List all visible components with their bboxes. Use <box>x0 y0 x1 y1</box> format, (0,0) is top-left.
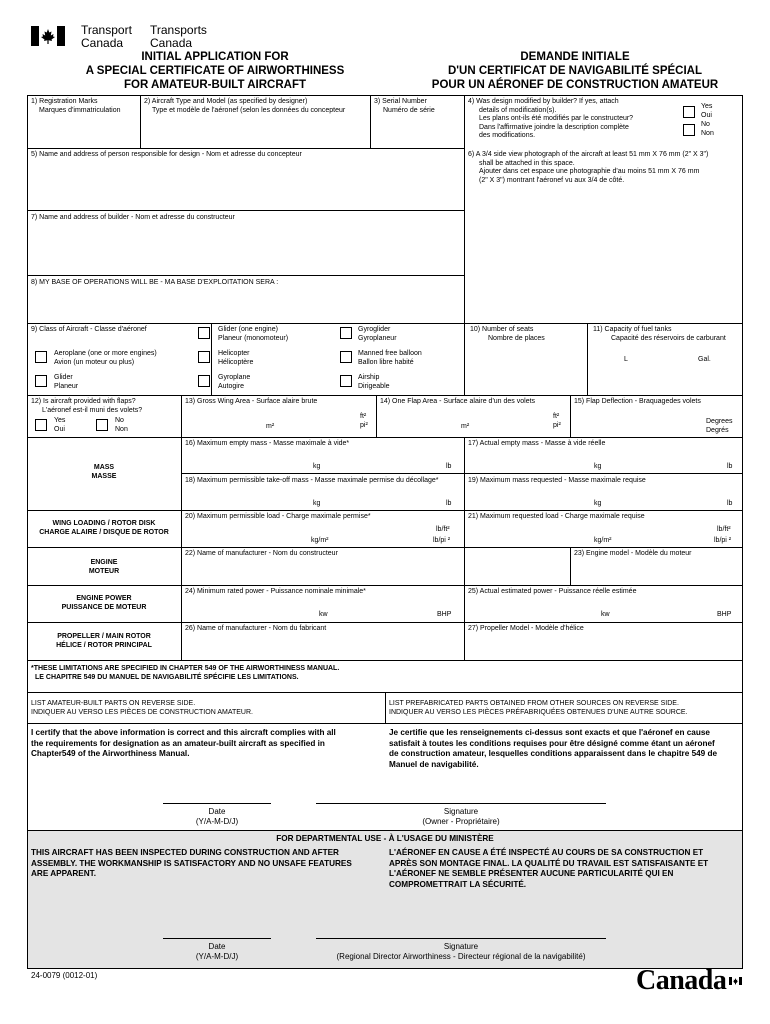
min-power-unit-bhp: BHP <box>437 611 452 618</box>
max-load-unit-lbft2: lb/ft² <box>436 526 450 533</box>
gyroglider-checkbox[interactable] <box>340 327 352 339</box>
dept-en-line2: Canada <box>81 36 124 50</box>
airship-checkbox[interactable] <box>340 375 352 387</box>
flaps-no-checkbox[interactable] <box>96 419 108 431</box>
glider-one-engine-checkbox[interactable] <box>198 327 210 339</box>
min-power-unit-kw: kw <box>319 611 328 618</box>
owner-date-label: Date (Y/A-M-D/J) <box>195 807 239 826</box>
req-load-unit-lbft2: lb/ft² <box>717 526 731 533</box>
dept-fr-line2: Canada <box>150 36 193 50</box>
inspection-statement-english: THIS AIRCRAFT HAS BEEN INSPECTED DURING CONSTRUCTION AND AFTER ASSEMBLY. THE WORKMANSHIP IS SATISFACTORY AND NO UNSAFE FEATURES ARE APPARENT. <box>31 848 352 878</box>
max-load-unit-kgm2: kg/m² <box>311 537 329 544</box>
list-amateur-parts-note: LIST AMATEUR-BUILT PARTS ON REVERSE SIDE. INDIQUER AU VERSO LES PIÈCES DE CONSTRUCTION AMATEUR. <box>31 700 253 716</box>
field-propeller-model[interactable]: 27) Propeller Model - Modèle d'hélice <box>468 625 584 632</box>
helicopter-label: Helicopter Hélicoptère <box>218 350 254 366</box>
flap-area-unit-ft2: ft² pi² <box>553 413 561 429</box>
aircraft-class-label: 9) Class of Aircraft - Classe d'aéronef <box>31 326 147 333</box>
director-signature-line[interactable] <box>316 938 606 939</box>
field-max-permissible-load[interactable]: 20) Maximum permissible load - Charge maximale permise* <box>185 513 371 520</box>
engine-section-label: ENGINE MOTEUR <box>88 559 120 575</box>
director-date-label: Date (Y/A-M-D/J) <box>195 942 239 961</box>
field-propeller-manufacturer[interactable]: 26) Name of manufacturer - Nom du fabricant <box>185 625 327 632</box>
engine-power-section-label: ENGINE POWER PUISSANCE DE MOTEUR <box>61 595 147 611</box>
field-engine-model[interactable]: 23) Engine model - Modèle du moteur <box>574 550 692 557</box>
form-number: 24-0079 (0012-01) <box>31 971 98 980</box>
gyroglider-label: Gyroglider Gyroplaneur <box>358 326 397 342</box>
field-max-requested-load[interactable]: 21) Maximum requested load - Charge maximale requise <box>468 513 645 520</box>
balloon-checkbox[interactable] <box>340 351 352 363</box>
glider-label: Glider Planeur <box>54 374 79 390</box>
limitations-note: *THESE LIMITATIONS ARE SPECIFIED IN CHAPTER 549 OF THE AIRWORTHINESS MANUAL. LE CHAPITRE 549 DU MANUEL DE NAVIGABILITÉ SPÉCIFIE LES LIMITATIONS. <box>31 665 340 681</box>
airship-label: Airship Dirigeable <box>358 374 390 390</box>
flaps-question: 12) Is aircraft provided with flaps? L'aéronef est-il muni des volets? <box>31 398 143 414</box>
helicopter-checkbox[interactable] <box>198 351 210 363</box>
field-design-modified: 4) Was design modified by builder? If yes, attach details of modification(s). Les plans ont-ils été modifiés par le constructeur? Dans l'affirmative joindre la description complète des modifications. <box>468 98 634 139</box>
owner-signature-line[interactable] <box>316 803 606 804</box>
gyroplane-checkbox[interactable] <box>198 375 210 387</box>
design-modified-yes-label: Yes Oui <box>701 103 713 119</box>
field-actual-power[interactable]: 25) Actual estimated power - Puissance réelle estimée <box>468 588 637 595</box>
field-flap-area[interactable]: 14) One Flap Area - Surface alaire d'un des volets <box>380 398 536 405</box>
wing-loading-section-label: WING LOADING / ROTOR DISK CHARGE ALAIRE / DISQUE DE ROTOR <box>39 520 169 536</box>
flaps-yes-label: Yes Oui <box>54 417 66 433</box>
actual-empty-mass-lb: lb <box>727 463 733 470</box>
canada-wordmark-logo <box>636 966 726 996</box>
list-prefab-parts-note: LIST PREFABRICATED PARTS OBTAINED FROM OTHER SOURCES ON REVERSE SIDE. INDIQUER AU VERSO LES PIÈCES PRÉFABRIQUÉES OBTENUES D'UNE AUTRE SOURCE. <box>389 700 688 716</box>
field-serial-number[interactable]: 3) Serial Number Numéro de série <box>374 98 435 114</box>
wing-area-unit-m2: m² <box>266 423 275 430</box>
owner-date-line[interactable] <box>163 803 271 804</box>
flaps-yes-checkbox[interactable] <box>35 419 47 431</box>
max-empty-mass-lb: lb <box>446 463 452 470</box>
aeroplane-label: Aeroplane (one or more engines) Avion (un moteur ou plus) <box>54 350 157 366</box>
field-max-empty-mass[interactable]: 16) Maximum empty mass - Masse maximale à vide* <box>185 440 350 447</box>
wordmark-flag-icon <box>729 972 742 980</box>
department-english <box>81 24 132 50</box>
field-max-takeoff-mass[interactable]: 18) Maximum permissible take-off mass - Masse maximale permise du décollage* <box>185 477 439 484</box>
field-base-of-operations[interactable]: 8) MY BASE OF OPERATIONS WILL BE - MA BASE D'EXPLOITATION SERA : <box>31 279 279 286</box>
dept-en-line1: Transport <box>81 23 132 37</box>
mass-section-label: MASS MASSE <box>91 464 117 480</box>
actual-empty-mass-kg: kg <box>594 463 602 470</box>
req-load-unit-kgm2: kg/m² <box>594 537 612 544</box>
wing-area-unit-ft2: ft² pi² <box>360 413 368 429</box>
max-mass-requested-lb: lb <box>727 500 733 507</box>
max-takeoff-mass-lb: lb <box>446 500 452 507</box>
balloon-label: Manned free balloon Ballon libre habité <box>358 350 422 366</box>
max-empty-mass-kg: kg <box>313 463 321 470</box>
department-french <box>150 24 207 50</box>
dept-fr-line1: Transports <box>150 23 207 37</box>
director-signature-label: Signature (Regional Director Airworthiness - Directeur régional de la navigabilité) <box>336 942 586 961</box>
flaps-no-label: No Non <box>115 417 128 433</box>
glider-checkbox[interactable] <box>35 375 47 387</box>
field-fuel-capacity[interactable]: 11) Capacity of fuel tanks Capacité des réservoirs de carburant <box>593 326 726 342</box>
certification-french: Je certifie que les renseignements ci-dessus sont exacts et que l'aéronef en cause satisfait à toutes les conditions requises pour être désigné comme étant un aéronef de construction amateur, lesquelles conditions apparaissent dans le chapitre 549 de Manuel de navigabilité. <box>389 728 718 769</box>
design-modified-no-checkbox[interactable] <box>683 124 695 136</box>
inspection-statement-french: L'AÉRONEF EN CAUSE A ÉTÉ INSPECTÉ AU COURS DE SA CONSTRUCTION ET APRÈS SON MONTAGE FINAL. LA QUALITÉ DU TRAVAIL EST SATISFAISANTE ET L'AÉRONEF NE SEMBLE PRÉSENTER AUCUNE PARTICULARITÉ QUI EN COMPROMETTRAIT LA SÉCURITÉ. <box>389 848 709 889</box>
flap-area-unit-m2: m² <box>461 423 470 430</box>
departmental-use-heading: FOR DEPARTMENTAL USE - À L'USAGE DU MINISTÈRE <box>276 834 494 843</box>
field-max-mass-requested[interactable]: 19) Maximum mass requested - Masse maximale requise <box>468 477 646 484</box>
field-engine-manufacturer[interactable]: 22) Name of manufacturer - Nom du constructeur <box>185 550 338 557</box>
field-flap-deflection[interactable]: 15) Flap Deflection - Braquagedes volets <box>574 398 701 405</box>
director-date-line[interactable] <box>163 938 271 939</box>
field-gross-wing-area[interactable]: 13) Gross Wing Area - Surface alaire brute <box>185 398 318 405</box>
field-number-of-seats[interactable]: 10) Number of seats Nombre de places <box>470 326 545 342</box>
aeroplane-checkbox[interactable] <box>35 351 47 363</box>
glider-one-engine-label: Glider (one engine) Planeur (monomoteur) <box>218 326 289 342</box>
unit-gallons: Gal. <box>698 356 711 363</box>
photo-attachment-area[interactable]: 6) A 3/4 side view photograph of the aircraft at least 51 mm X 76 mm (2" X 3") shall be attached in this space. Ajouter dans cet espace une photographie d'au moins 51 mm X 76 mm (2" X 3") montrant l'aéronef vu aux 3/4 de côté. <box>468 151 709 184</box>
canada-flag-icon <box>31 26 65 46</box>
unit-litres: L <box>624 356 628 363</box>
req-load-unit-lbpi2: lb/pi ² <box>714 537 732 544</box>
field-designer-name-address[interactable]: 5) Name and address of person responsible for design - Nom et adresse du concepteur <box>31 151 302 158</box>
propeller-section-label: PROPELLER / MAIN ROTOR HÉLICE / ROTOR PRINCIPAL <box>56 633 152 649</box>
field-builder-name-address[interactable]: 7) Name and address of builder - Nom et adresse du constructeur <box>31 214 235 221</box>
certification-english: I certify that the above information is correct and this aircraft complies with all the requirements for designation as an amateur-built aircraft as specified in Chapter549 of the Airworthiness Manual. <box>31 728 336 758</box>
title-english: INITIAL APPLICATION FOR A SPECIAL CERTIFICATE OF AIRWORTHINESS FOR AMATEUR-BUILT AIRCRAFT <box>85 51 345 91</box>
design-modified-yes-checkbox[interactable] <box>683 106 695 118</box>
canada-wordmark-text: Canada <box>636 965 727 996</box>
design-modified-no-label: No Non <box>701 121 714 137</box>
title-french: DEMANDE INITIALE D'UN CERTIFICAT DE NAVIGABILITÉ SPÉCIAL POUR UN AÉRONEF DE CONSTRUCTION AMATEUR <box>431 51 719 91</box>
owner-signature-label: Signature (Owner - Propriétaire) <box>422 807 500 826</box>
field-registration-marks[interactable]: 1) Registration Marks Marques d'immatriculation <box>31 98 121 114</box>
field-actual-empty-mass[interactable]: 17) Actual empty mass - Masse à vide réelle <box>468 440 606 447</box>
field-min-rated-power[interactable]: 24) Minimum rated power - Puissance nominale minimale* <box>185 588 366 595</box>
max-load-unit-lbpi2: lb/pi ² <box>433 537 451 544</box>
field-aircraft-type-model[interactable]: 2) Aircraft Type and Model (as specified by designer) Type et modèle de l'aéronef (selon les données du concepteur <box>144 98 346 114</box>
max-takeoff-mass-kg: kg <box>313 500 321 507</box>
actual-power-unit-kw: kw <box>601 611 610 618</box>
max-mass-requested-kg: kg <box>594 500 602 507</box>
flap-deflection-unit: Degrees Degrés <box>706 418 733 434</box>
gyroplane-label: Gyroplane Autogire <box>218 374 251 390</box>
actual-power-unit-bhp: BHP <box>717 611 732 618</box>
